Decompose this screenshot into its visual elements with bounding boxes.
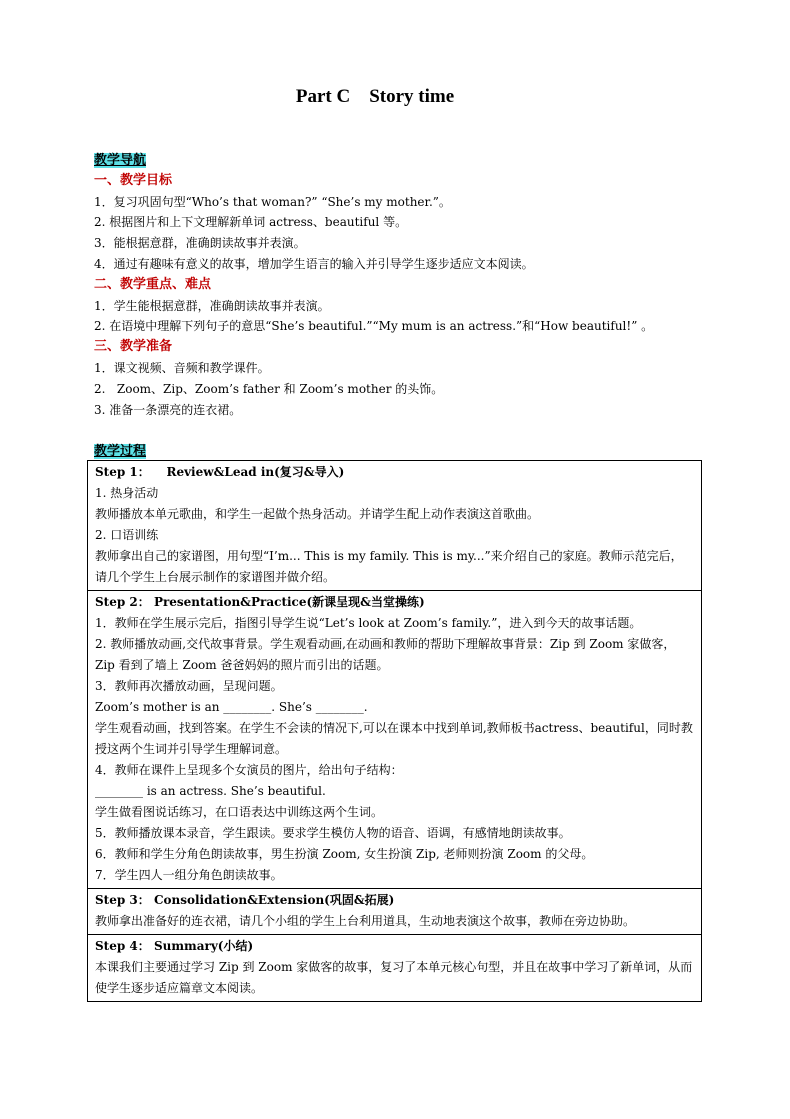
table-row — [88, 461, 702, 591]
step-line: 2. 教师播放动画,交代故事背景。学生观看动画,在动画和教师的帮助下理解故事背景：Zip 到 Zoom 家做客，Zip 看到了墙上 Zoom 爸爸妈妈的照片而引出的话题。 — [95, 637, 676, 672]
section-heading: 一、教学目标 — [94, 172, 173, 188]
step-heading: Step 1： Review&Lead in(复习&导入) — [95, 465, 345, 479]
teaching-process-table — [87, 460, 702, 1002]
table-row — [88, 591, 702, 889]
step-line: 教师拿出准备好的连衣裙，请几个小组的学生上台利用道具，生动地表演这个故事，教师在旁边协助。 — [95, 914, 636, 928]
step-line: Zoom’s mother is an ________. She’s ________. — [95, 700, 368, 714]
list-item: 1．学生能根据意群，准确朗读故事并表演。 — [94, 298, 330, 313]
step-line: 学生观看动画，找到答案。在学生不会读的情况下,可以在课本中找到单词,教师板书actress、beautiful，同时教授这两个生词并引导学生理解词意。 — [95, 721, 693, 756]
step-line: 教师播放本单元歌曲，和学生一起做个热身活动。并请学生配上动作表演这首歌曲。 — [95, 507, 540, 521]
step-line: 5．教师播放课本录音，学生跟读。要求学生模仿人物的语音、语调，有感情地朗读故事。 — [95, 826, 571, 840]
page-title: Part C Story time — [295, 86, 455, 107]
teaching-guide — [94, 150, 714, 420]
step-line: 3．教师再次播放动画，呈现问题。 — [95, 679, 283, 693]
list-item: 2. Zoom、Zip、Zoom’s father 和 Zoom’s mother 的头饰。 — [94, 381, 444, 396]
step-cell — [88, 935, 702, 1002]
step-line: 2. 口语训练 — [95, 528, 159, 542]
list-item: 3．能根据意群，准确朗读故事并表演。 — [94, 236, 306, 251]
step-line: 本课我们主要通过学习 Zip 到 Zoom 家做客的故事，复习了本单元核心句型，并且在故事中学习了新单词，从而使学生逐步适应篇章文本阅读。 — [95, 960, 693, 995]
list-item: 1．复习巩固句型“Who’s that woman?” “She’s my mother.”。 — [94, 194, 451, 209]
list-item: 1．课文视频、音频和教学课件。 — [94, 360, 270, 375]
section-heading: 二、教学重点、难点 — [94, 276, 212, 292]
table-row — [88, 935, 702, 1002]
process-label: 教学过程 — [94, 444, 147, 459]
step-heading: Step 3： Consolidation&Extension(巩固&拓展) — [95, 893, 395, 907]
step-line: ________ is an actress. She’s beautiful. — [95, 784, 326, 798]
step-line: 7．学生四人一组分角色朗读故事。 — [95, 868, 283, 882]
step-line: 4．教师在课件上呈现多个女演员的图片，给出句子结构： — [95, 763, 403, 777]
step-line: 教师拿出自己的家谱图，用句型“I’m... This is my family. This is my...”来介绍自己的家庭。教师示范完后，请几个学生上台展示制作的家谱图并做介绍。 — [95, 549, 683, 584]
step-cell — [88, 461, 702, 591]
step-line: 1. 热身活动 — [95, 486, 159, 500]
step-cell — [88, 591, 702, 889]
list-item: 4．通过有趣味有意义的故事，增加学生语言的输入并引导学生逐步适应文本阅读。 — [94, 256, 534, 271]
section-heading: 三、教学准备 — [94, 339, 173, 355]
list-item: 2. 根据图片和上下文理解新单词 actress、beautiful 等。 — [94, 215, 408, 230]
list-item: 3. 准备一条漂亮的连衣裙。 — [94, 402, 242, 417]
list-item: 2. 在语境中理解下列句子的意思“She’s beautiful.”“My mum is an actress.”和“How beautiful!” 。 — [94, 319, 654, 334]
step-line: 1．教师在学生展示完后，指图引导学生说“Let’s look at Zoom’s family.”，进入到今天的故事话题。 — [95, 616, 642, 630]
table-row — [88, 889, 702, 935]
guide-label: 教学导航 — [94, 153, 147, 168]
step-heading: Step 4： Summary(小结) — [95, 939, 254, 953]
step-cell — [88, 889, 702, 935]
step-heading: Step 2： Presentation&Practice(新课呈现&当堂操练) — [95, 595, 425, 609]
step-line: 6．教师和学生分角色朗读故事，男生扮演 Zoom, 女生扮演 Zip, 老师则扮演 Zoom 的父母。 — [95, 847, 594, 861]
step-line: 学生做看图说话练习，在口语表达中训练这两个生词。 — [95, 805, 384, 819]
